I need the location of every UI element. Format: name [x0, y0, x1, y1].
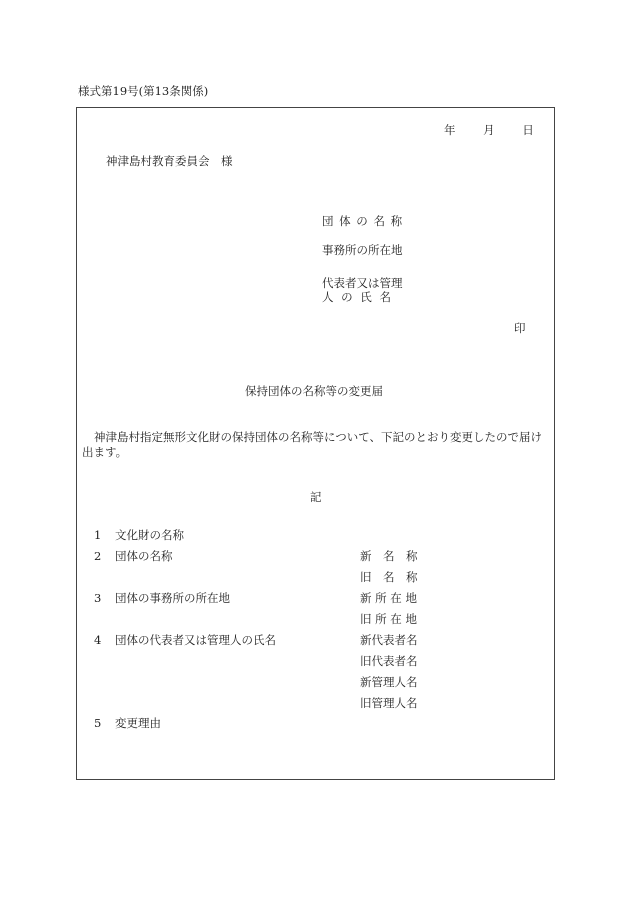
field-new-address: 新 所 在 地 [360, 591, 417, 605]
item-number: 1 [94, 528, 102, 542]
item-1 [94, 530, 184, 542]
item-number: 3 [94, 591, 102, 605]
applicant-rep-label-line2: 人 の 氏 名 [322, 290, 393, 304]
item-number: 2 [94, 549, 102, 563]
field-new-name: 新 名 称 [360, 549, 418, 563]
item-label: 団体の代表者又は管理人の氏名 [114, 633, 276, 647]
item-label: 文化財の名称 [114, 528, 184, 542]
item-label: 団体の名称 [114, 549, 173, 563]
addressee: 神津島村教育委員会 様 [106, 154, 233, 168]
date-year: 年 [444, 123, 456, 137]
item-5 [94, 718, 161, 730]
document-title: 保持団体の名称等の変更届 [245, 384, 383, 398]
applicant-org-name-label: 団 体 の 名 称 [322, 214, 404, 228]
item-number: 4 [94, 633, 102, 647]
date-month: 月 [483, 123, 495, 137]
date-line [444, 125, 534, 137]
field-old-name: 旧 名 称 [360, 570, 418, 584]
item-4 [94, 635, 276, 647]
body-text: 神津島村指定無形文化財の保持団体の名称等について、下記のとおり変更したので届け出ます。 [82, 430, 543, 459]
item-3 [94, 593, 230, 605]
applicant-office-label: 事務所の所在地 [322, 243, 403, 257]
field-new-manager: 新管理人名 [360, 675, 418, 689]
field-new-rep: 新代表者名 [360, 633, 418, 647]
seal-mark: 印 [514, 321, 526, 335]
field-old-manager: 旧管理人名 [360, 696, 418, 710]
form-label: 様式第19号(第13条関係) [78, 84, 209, 98]
item-number: 5 [94, 716, 102, 730]
item-label: 団体の事務所の所在地 [114, 591, 230, 605]
item-2 [94, 551, 172, 563]
ki-heading: 記 [310, 490, 322, 504]
field-old-address: 旧 所 在 地 [360, 612, 417, 626]
applicant-rep-label-line1: 代表者又は管理 [322, 276, 403, 290]
date-day: 日 [522, 123, 534, 137]
field-old-rep: 旧代表者名 [360, 654, 418, 668]
item-label: 変更理由 [114, 716, 161, 730]
